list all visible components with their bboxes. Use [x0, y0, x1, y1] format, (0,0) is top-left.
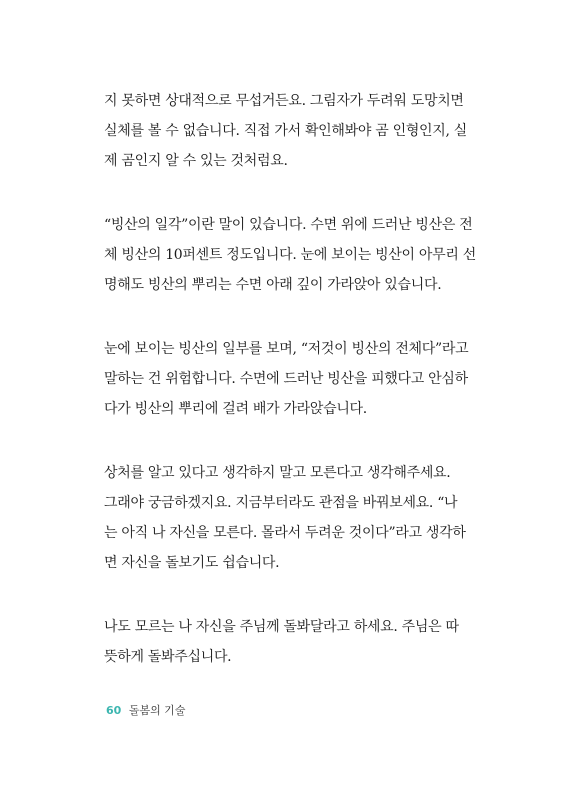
paragraph-2 — [104, 210, 476, 300]
text-line: “빙산의 일각”이란 말이 있습니다. 수면 위에 드러난 빙산은 전 — [104, 217, 473, 233]
text-line: 는 아직 나 자신을 모른다. 몰라서 두려운 것이다”라고 생각하 — [104, 525, 466, 541]
text-line: 눈에 보이는 빙산의 일부를 보며, “저것이 빙산의 전체다”라고 — [104, 341, 469, 357]
book-title: 돌봄의 기술 — [128, 704, 186, 717]
page-number: 60 — [106, 704, 122, 717]
text-line: 체 빙산의 10퍼센트 정도입니다. 눈에 보이는 빙산이 아무리 선 — [104, 247, 476, 263]
text-line: 지 못하면 상대적으로 무섭거든요. 그림자가 두려워 도망치면 — [104, 93, 464, 109]
text-line: 그래야 궁금하겠지요. 지금부터라도 관점을 바꿔보세요. “나 — [104, 495, 458, 511]
text-line: 상처를 알고 있다고 생각하지 말고 모른다고 생각해주세요. — [104, 465, 451, 481]
paragraph-4 — [104, 458, 464, 578]
text-line: 면 자신을 돌보기도 쉽습니다. — [104, 555, 280, 571]
page-footer — [106, 702, 185, 718]
paragraph-3 — [104, 334, 469, 424]
text-line: 제 곰인지 알 수 있는 것처럼요. — [104, 153, 288, 169]
text-line: 말하는 건 위험합니다. 수면에 드러난 빙산을 피했다고 안심하 — [104, 371, 468, 387]
paragraph-1 — [104, 86, 468, 176]
paragraph-5 — [104, 612, 464, 672]
text-line: 뜻하게 돌봐주십니다. — [104, 649, 232, 665]
text-line: 명해도 빙산의 뿌리는 수면 아래 깊이 가라앉아 있습니다. — [104, 277, 442, 293]
text-line: 실체를 볼 수 없습니다. 직접 가서 확인해봐야 곰 인형인지, 실 — [104, 123, 468, 139]
text-line: 다가 빙산의 뿌리에 걸려 배가 가라앉습니다. — [104, 401, 367, 417]
text-line: 나도 모르는 나 자신을 주님께 돌봐달라고 하세요. 주님은 따 — [104, 619, 459, 635]
body-text — [104, 86, 476, 706]
